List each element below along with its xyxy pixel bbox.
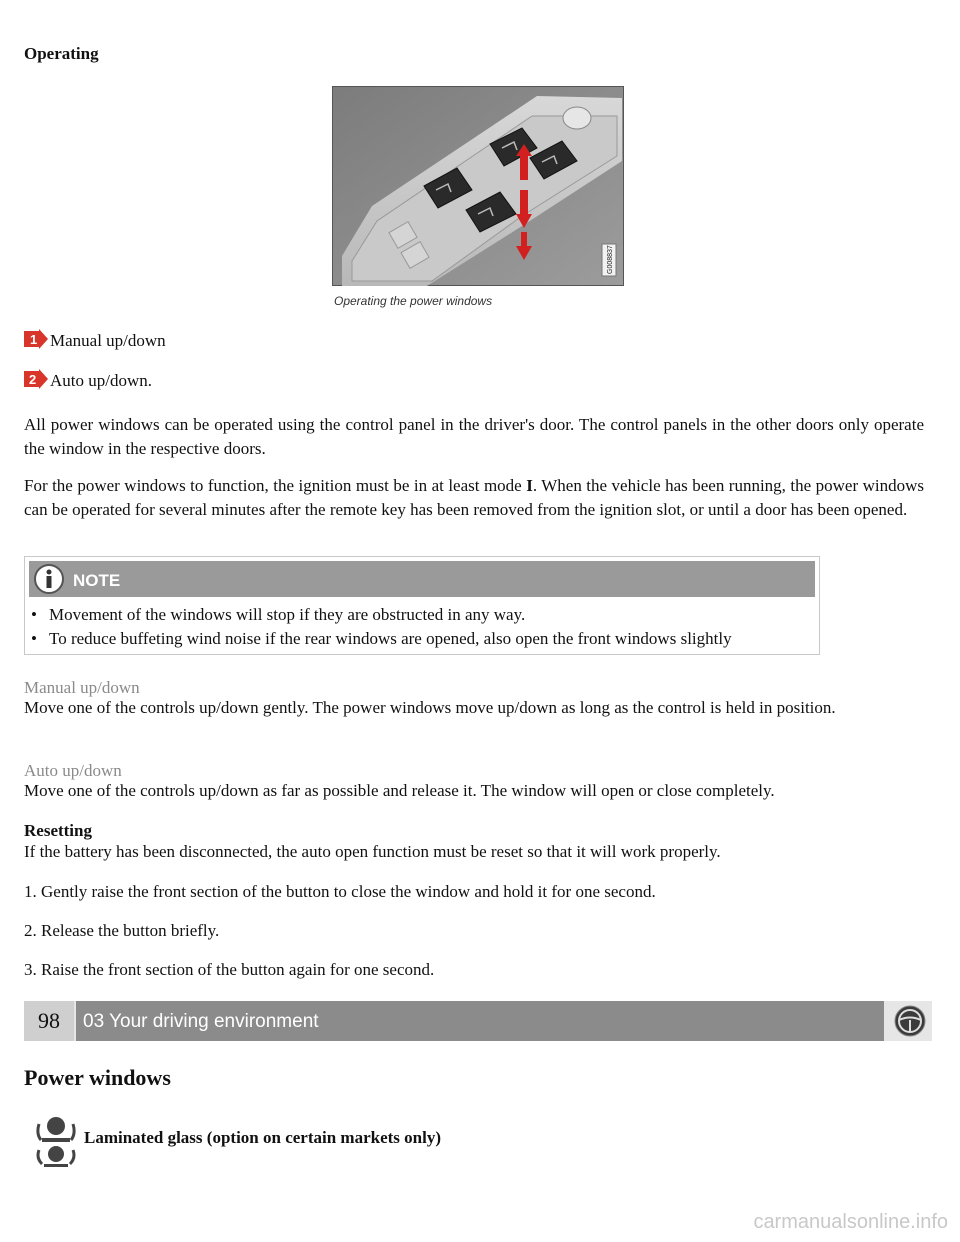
- info-icon: [33, 563, 65, 595]
- auto-text: Move one of the controls up/down as far as possible and release it. The window will open or close completely.: [24, 781, 775, 800]
- paragraph-control-panels: All power windows can be operated using the control panel in the driver's door. The control panels in the other doors only operate the window in the respective doors.: [24, 415, 924, 458]
- reset-step-3: 3. Raise the front section of the button again for one second.: [24, 960, 435, 979]
- laminated-glass-icon: [36, 1114, 76, 1168]
- note-box: [24, 556, 820, 655]
- ignition-mode: I: [526, 476, 533, 495]
- figure-caption: Operating the power windows: [334, 294, 493, 308]
- legend-item-1: [24, 329, 166, 353]
- note-item: • To reduce buffeting wind noise if the rear windows are opened, also open the front windows slightly: [47, 627, 732, 651]
- power-windows-heading: Power windows: [24, 1065, 171, 1090]
- paragraph-ignition-mode: For the power windows to function, the ignition must be in at least mode I. When the vehicle has been running, the power windows can be operated for several minutes after the remote key has been removed from the ignition slot, or until a door has been opened.: [24, 476, 924, 519]
- number-2-arrow-icon: [24, 369, 48, 389]
- reset-step-2: 2. Release the button briefly.: [24, 921, 220, 940]
- legend-text-2: Auto up/down.: [50, 371, 152, 390]
- reset-step-1: 1. Gently raise the front section of the button to close the window and hold it for one second.: [24, 882, 656, 901]
- page-footer-bar: [24, 1001, 932, 1041]
- note-list: [47, 603, 732, 651]
- manual-heading: Manual up/down: [24, 678, 140, 697]
- laminated-glass-heading: Laminated glass (option on certain markets only): [84, 1128, 441, 1147]
- legend-text-1: Manual up/down: [50, 331, 166, 350]
- figure-code: G008837: [607, 245, 614, 274]
- number-1-arrow-icon: [24, 329, 48, 349]
- note-title: NOTE: [73, 571, 121, 590]
- manual-text: Move one of the controls up/down gently. The power windows move up/down as long as the control is held in position.: [24, 698, 836, 717]
- resetting-heading: Resetting: [24, 821, 92, 840]
- note-header: [29, 561, 815, 597]
- chapter-title: 03 Your driving environment: [76, 1001, 884, 1041]
- auto-heading: Auto up/down: [24, 761, 122, 780]
- power-window-figure: [332, 86, 624, 286]
- legend-item-2: [24, 369, 152, 393]
- watermark: carmanualsonline.info: [753, 1211, 948, 1233]
- svg-text:2: 2: [29, 372, 37, 387]
- section-title: Operating: [24, 44, 99, 63]
- note-item: • Movement of the windows will stop if they are obstructed in any way.: [47, 603, 732, 627]
- resetting-text: If the battery has been disconnected, the auto open function must be reset so that it will work properly.: [24, 842, 721, 861]
- svg-text:1: 1: [30, 332, 38, 347]
- steering-wheel-icon: [894, 1005, 926, 1037]
- power-window-control-panel-image: [332, 86, 624, 286]
- page-number: 98: [24, 1001, 74, 1041]
